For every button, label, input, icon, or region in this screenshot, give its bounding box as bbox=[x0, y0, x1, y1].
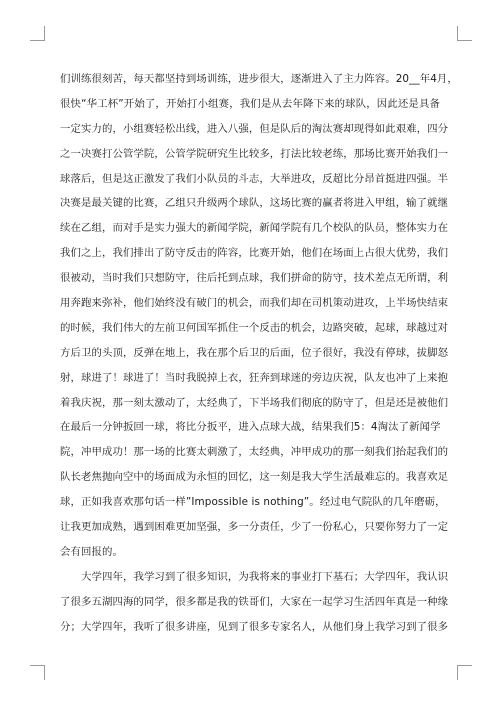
document-body bbox=[60, 67, 458, 639]
text-line: 在最后一分钟扳回一球，将比分扳平，进入点球大战，结果我们5：4淘汰了新闻学 bbox=[60, 421, 441, 434]
text-line: 一定实力的，小组赛轻松出线，进入八强，但是队后的淘汰赛却现得如此艰难，四分 bbox=[60, 122, 449, 135]
text-line: 球，正如我喜欢那句话一样”Impossible is nothing”。经过电气院队的几年磨砺， bbox=[60, 496, 446, 509]
text-line: 大学四年，我学习到了很多知识，为我将来的事业打下基石；大学四年，我认识 bbox=[81, 570, 449, 583]
paragraph-four-years bbox=[60, 565, 449, 640]
text-line: 决赛是最关键的比赛，乙组只升级两个球队，这场比赛的赢者将进入甲组，输了就继 bbox=[60, 197, 449, 210]
text-line: 之一决赛打公管学院，公管学院研究生比较多，打法比较老练，那场比赛开始我们一 bbox=[60, 147, 449, 160]
text-line: 用奔跑来弥补，他们始终没有破门的机会，而我们却在司机策动进攻，上半场快结束 bbox=[60, 297, 449, 310]
text-line: 方后卫的头顶，反弹在地上，我在那个后卫的后面，位子很好，我没有停球，拔脚怒 bbox=[60, 346, 449, 359]
text-line: 射，球进了！球进了！当时我脱掉上衣，狂奔到球迷的旁边庆祝，队友也冲了上来抱 bbox=[60, 371, 449, 384]
bottom-right-margin-mark bbox=[457, 665, 472, 680]
text-line: 了很多五湖四海的同学，很多都是我的铁哥们，大家在一起学习生活四年真是一种缘 bbox=[60, 595, 449, 608]
text-line: 我们之上，我们排出了防守反击的阵容，比赛开始，他们在场面上占很大优势，我们 bbox=[60, 247, 449, 260]
text-line: 很快“华工杯”开始了，开始打小组赛，我们是从去年降下来的球队，因此还是具备 bbox=[60, 97, 440, 110]
paragraph-football-story bbox=[60, 67, 458, 565]
text-line: 院，冲甲成功！那一场的比赛太刺激了，太经典，冲甲成功的那一刻我们抬起我们的 bbox=[60, 446, 449, 459]
text-line: 着我庆祝，那一刻太激动了，太经典了，下半场我们彻底的防守了，但是还是被他们 bbox=[60, 396, 449, 409]
text-line: 们训练很刻苦，每天都坚持到场训练，进步很大，逐渐进入了主力阵容。20__年4月， bbox=[60, 73, 458, 85]
text-line: 续在乙组，而对手是实力强大的新闻学院，新闻学院有几个校队的队员，整体实力在 bbox=[60, 222, 449, 235]
top-left-margin-mark bbox=[30, 26, 45, 41]
text-line: 很被动，当时我们只想防守，往后托到点球，我们拼命的防守，技术差点无所谓，利 bbox=[60, 272, 449, 285]
top-right-margin-mark bbox=[457, 26, 472, 41]
text-line: 队长老焦抛向空中的场面成为永恒的回忆，这一刻是我大学生活最难忘的。我喜欢足 bbox=[60, 471, 449, 484]
text-line: 会有回报的。 bbox=[60, 545, 123, 558]
text-line: 的时候，我们伟大的左前卫何国军抓住一个反击的机会，边路突破，起球，球越过对 bbox=[60, 321, 449, 334]
text-line: 让我更加成熟，遇到困难更加坚强，多一分责任，少了一份私心，只要你努力了一定 bbox=[60, 521, 449, 534]
text-line: 分；大学四年，我听了很多讲座，见到了很多专家名人，从他们身上我学习到了很多 bbox=[60, 620, 449, 633]
bottom-left-margin-mark bbox=[30, 665, 45, 680]
text-line: 球落后，但是这正激发了我们小队员的斗志，大举进攻，反超比分昂首挺进四强。半 bbox=[60, 172, 449, 185]
